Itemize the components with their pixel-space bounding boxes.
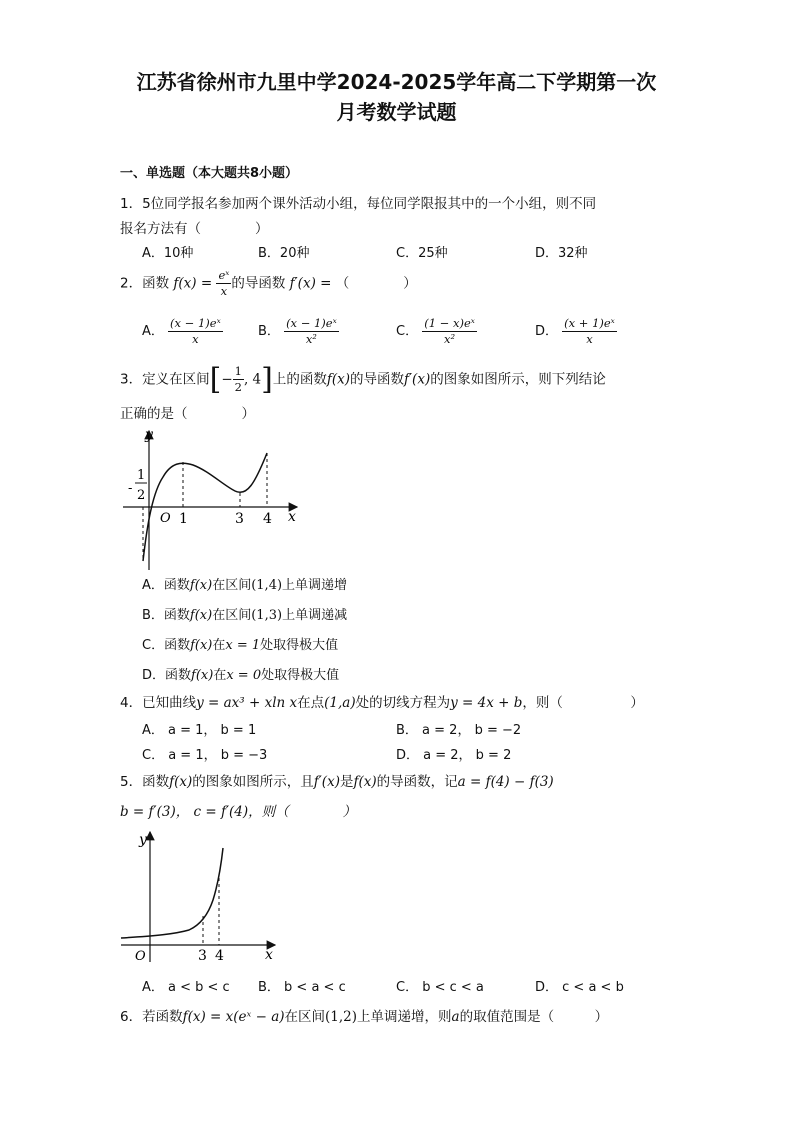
q6-stem: [120, 1005, 608, 1025]
q6-mid: 在区间: [284, 1009, 326, 1025]
q5-mid1: 的图象如图所示，且: [192, 774, 314, 790]
q3-option-d-f: f(x): [191, 668, 214, 683]
q5-line2: b = f′(3)， c = f′(4)，则（ ）: [120, 804, 357, 820]
q2-option-d-den: x: [586, 332, 593, 346]
q5-option-c: C． b < c < a: [396, 980, 484, 995]
q5-a-def: a = f(4) − f(3): [457, 774, 554, 790]
q3-tick-4: 4: [263, 511, 272, 527]
q3-y-label: y: [145, 427, 153, 443]
q3-prefix: 3．定义在区间: [120, 371, 210, 388]
q3-interval-neg: −: [221, 371, 233, 388]
q3-fpx: f′(x): [404, 371, 431, 388]
q4-point: (1,a): [324, 695, 356, 711]
q3-option-c-post: 在: [212, 638, 226, 653]
q3-option-d-post: 在: [213, 668, 227, 683]
q3-mid2: 的导函数: [350, 371, 404, 388]
q6-mid2: 上单调递增，则: [357, 1009, 452, 1025]
q2-frac-num: eˣ: [218, 268, 230, 282]
q3-option-a-f: f(x): [189, 578, 213, 593]
q5-option-d: D． c < a < b: [535, 980, 624, 995]
q5-tick-3: 3: [198, 948, 207, 964]
q2-prefix: 2．函数: [120, 275, 170, 292]
q3-option-b-end: 上单调递减: [282, 608, 348, 623]
q4-mid2: 处的切线方程为: [355, 695, 451, 711]
q4-option-d: D． a = 2， b = 2: [396, 748, 512, 763]
q2-frac-den: x: [220, 284, 228, 298]
q3-neg-sign: -: [128, 481, 133, 496]
q1-option-b: B．20种: [258, 246, 310, 261]
q3-line2: 正确的是（ ）: [120, 406, 255, 422]
q2-option-c-frac: [422, 316, 477, 347]
q2-option-d-frac: [562, 316, 617, 347]
q6-suffix: 的取值范围是（ ）: [459, 1009, 609, 1025]
q5-origin-label: O: [135, 949, 146, 964]
q3-option-a-iv: (1,4): [251, 578, 283, 593]
q3-interval-open: [: [209, 362, 222, 397]
q3-interval-frac: [233, 364, 244, 395]
q3-fx: f(x): [326, 371, 350, 388]
q3-option-c-iv: x = 1: [225, 638, 261, 653]
q2-option-a-den: x: [192, 332, 199, 346]
q4-prefix: 4．已知曲线: [120, 695, 197, 711]
q2-option-c-den: x²: [443, 332, 456, 346]
q2-option-b: [258, 316, 339, 347]
q5-x-label: x: [265, 947, 273, 963]
q4-option-c: C． a = 1， b = −3: [142, 748, 268, 763]
q5-fpx: f′(x): [313, 774, 340, 790]
q2-option-b-frac: [284, 316, 339, 347]
section-heading: 一、单选题（本大题共8小题）: [120, 166, 299, 181]
q3-option-c-pre: C．函数: [142, 638, 191, 653]
q4-option-a: A． a = 1， b = 1: [142, 723, 257, 738]
q5-function-curve: [121, 848, 223, 938]
q2-fpx: f′(x) =: [289, 275, 332, 292]
q3-origin-label: O: [160, 511, 171, 526]
q1-line1: 1．5位同学报名参加两个课外活动小组，每位同学限报其中的一个小组，则不同: [120, 196, 597, 212]
q3-option-d-pre: D．函数: [142, 668, 192, 683]
q2-option-a-frac: [168, 316, 223, 347]
q3-interval-right: , 4: [243, 371, 262, 388]
q2-option-c: [396, 316, 477, 347]
q4-suffix: ，则（ ）: [522, 695, 644, 711]
q6-a: a: [451, 1009, 460, 1025]
q5-mid2: 是: [339, 774, 354, 790]
q2-option-a-num: (x − 1)eˣ: [170, 316, 221, 330]
q3-tick-1: 1: [179, 511, 188, 527]
q3-option-a-end: 上单调递增: [282, 578, 348, 593]
q3-option-a-post: 在区间: [212, 578, 252, 593]
q1-option-d: D．32种: [535, 246, 588, 261]
q1-line2: 报名方法有（ ）: [120, 221, 269, 237]
q5-fx: f(x): [169, 774, 193, 790]
q3-option-b: [142, 604, 347, 623]
q3-neg-half-den: 2: [137, 488, 146, 503]
q2-option-c-num: (1 − x)eˣ: [424, 316, 475, 330]
q3-neg-half-num: 1: [137, 468, 146, 483]
q5-option-a: A． a < b < c: [142, 980, 230, 995]
q5-y-label: y: [139, 832, 147, 848]
q4-stem: [120, 691, 644, 711]
q2-option-a: [142, 316, 223, 347]
q5-function-graph: [115, 826, 285, 966]
q3-option-c: [142, 634, 338, 653]
q2-option-b-den: x²: [305, 332, 317, 346]
q2-mid: 的导函数: [231, 275, 286, 292]
q3-interval-num: 1: [234, 364, 242, 378]
q3-tick-3: 3: [235, 511, 244, 527]
q2-fx: f(x) =: [173, 275, 213, 292]
q3-option-d-end: 处取得极大值: [261, 668, 340, 683]
q5-prefix: 5．函数: [120, 774, 170, 790]
q4-mid: 在点: [297, 695, 325, 711]
q3-option-a-pre: A．函数: [142, 578, 190, 593]
q2-option-a-label: A．: [142, 324, 164, 339]
q3-stem: [120, 362, 606, 397]
q1-option-a: A．10种: [142, 246, 194, 261]
q2-suffix: （ ）: [335, 275, 417, 292]
q6-interval: (1,2): [325, 1009, 358, 1025]
q2-option-b-label: B．: [258, 324, 280, 339]
q1-option-c: C．25种: [396, 246, 448, 261]
q4-curve: y = ax³ + xln x: [196, 695, 298, 711]
q2-option-d-num: (x + 1)eˣ: [564, 316, 615, 330]
q5-tick-4: 4: [215, 948, 224, 964]
q3-x-label: x: [288, 509, 296, 525]
q4-tangent: y = 4x + b: [450, 695, 523, 711]
q2-option-c-label: C．: [396, 324, 419, 339]
q3-interval-close: ]: [261, 362, 273, 397]
q3-option-a: [142, 574, 347, 593]
q2-option-d: [535, 316, 617, 347]
q5-stem: [120, 770, 554, 790]
q3-derivative-graph: [115, 425, 305, 575]
q5-option-b: B． b < a < c: [258, 980, 346, 995]
q3-mid1: 上的函数: [272, 371, 327, 388]
q2-fraction: [216, 268, 231, 299]
q6-fx: f(x) = x(eˣ − a): [182, 1009, 285, 1025]
q3-option-d-iv: x = 0: [226, 668, 262, 683]
q6-prefix: 6．若函数: [120, 1009, 183, 1025]
q3-option-b-post: 在区间: [212, 608, 252, 623]
q3-option-b-pre: B．函数: [142, 608, 190, 623]
q4-option-b: B． a = 2， b = −2: [396, 723, 522, 738]
q3-option-d: [142, 664, 339, 683]
q5-mid3: 的导函数，记: [376, 774, 458, 790]
q3-option-c-end: 处取得极大值: [260, 638, 339, 653]
q2-option-b-num: (x − 1)eˣ: [286, 316, 337, 330]
q3-interval-den: 2: [234, 380, 242, 394]
q2-option-d-label: D．: [535, 324, 559, 339]
q5-fx2: f(x): [353, 774, 377, 790]
q3-option-c-f: f(x): [190, 638, 213, 653]
exam-title-line1: 江苏省徐州市九里中学2024-2025学年高二下学期第一次: [136, 70, 657, 94]
q3-option-b-iv: (1,3): [251, 608, 283, 623]
q3-option-b-f: f(x): [189, 608, 213, 623]
exam-title-line2: 月考数学试题: [336, 100, 457, 124]
q2-stem: [120, 268, 417, 299]
q3-suffix: 的图象如图所示，则下列结论: [430, 371, 606, 388]
